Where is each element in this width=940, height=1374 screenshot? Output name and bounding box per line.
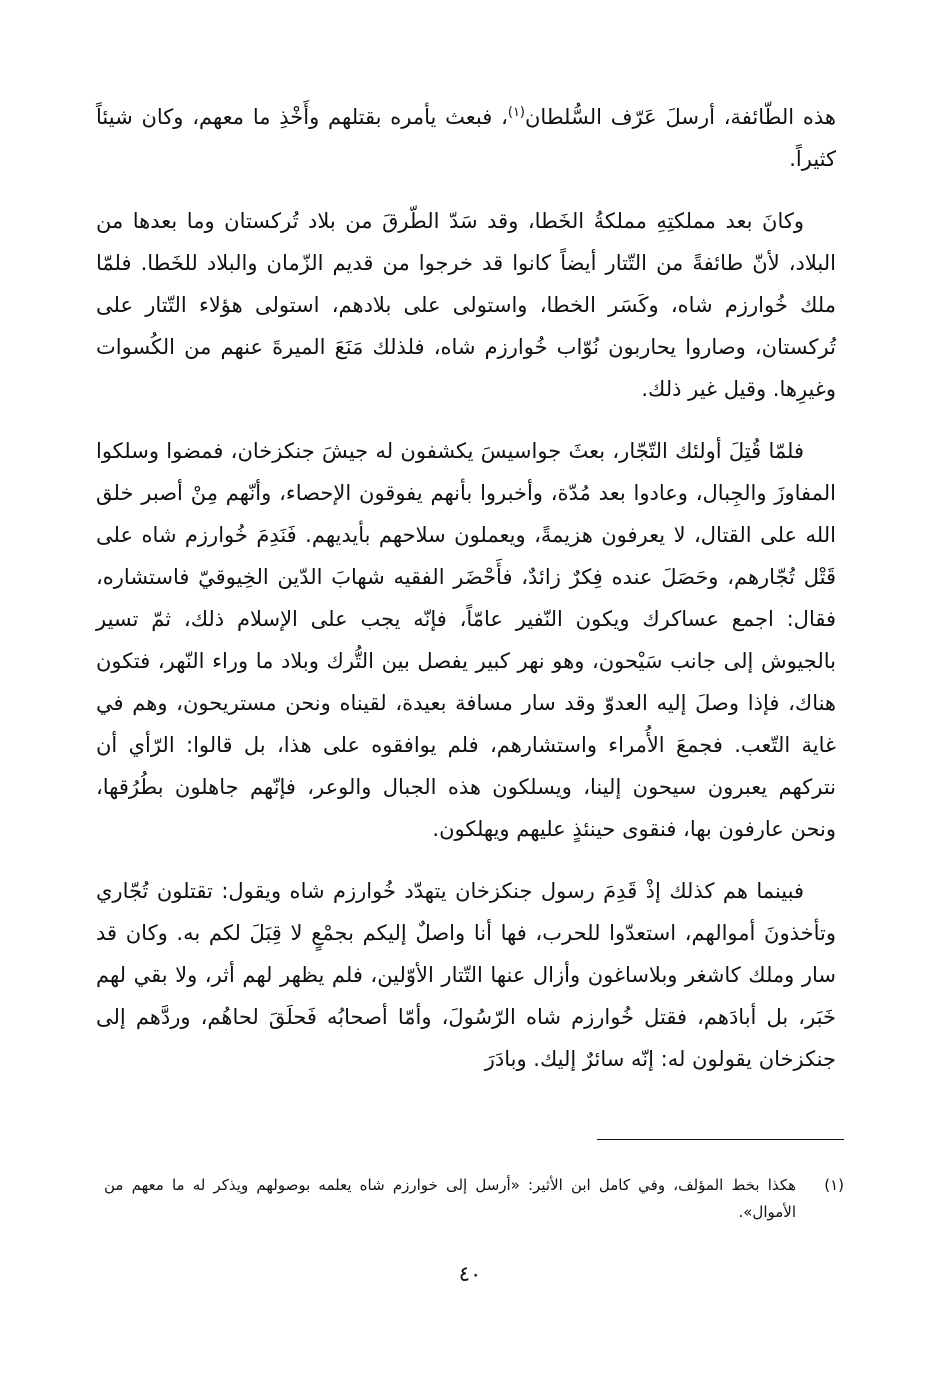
paragraph-1-text-end: ، فبعث يأمره بقتلهم وأَخْذِ ما معهم، وكان شيئاً كثيراً.: [96, 105, 836, 171]
footnote-separator: [597, 1139, 844, 1140]
paragraph-3: فلمّا قُتِلَ أولئك التّجّار، بعثَ جواسيسَ يكشفون له جيشَ جنكزخان، فمضوا وسلكوا المفاوزَ والجِبال، وعادوا بعد مُدّة، وأخبروا بأنهم يفوقون الإحصاء، وأنّهم مِنْ أصبر خلق الله على القتال، لا يعرفون هزيمةً، ويعملون سلاحهم بأيديهم. فَنَدِمَ خُوارزم شاه على قَتْل تُجّارهم، وحَصَلَ عنده فِكرٌ زائدٌ، فأَحْضَر الفقيه شهابَ الدّين الخِيوقيّ فاستشاره، فقال: اجمع عساكرك ويكون النّفير عامّاً، فإنّه يجب على الإسلام ذلك، ثمّ تسير بالجيوش إلى جانب سَيْحون، وهو نهر كبير يفصل بين التُّرك وبلاد ما وراء النّهر، فتكون هناك، فإذا وصلَ إليه العدوّ وقد سار مسافة بعيدة، لقيناه ونحن مستريحون، وهم في غاية التّعب. فجمعَ الأُمراء واستشارهم، فلم يوافقوه على هذا، بل قالوا: الرّأي أن نتركهم يعبرون سيحون إلينا، ويسلكون هذه الجبال والوعر، فإنّهم جاهلون بطُرُقها، ونحن عارفون بها، فنقوى حينئذٍ عليهم ويهلكون.: [96, 439, 836, 841]
footnote-reference[interactable]: (١): [507, 105, 525, 120]
paragraph-1: [96, 96, 836, 180]
footnote: [104, 1172, 844, 1226]
page-body: [96, 96, 836, 1080]
footnote-number: (١): [824, 1176, 844, 1194]
footnote-text: هكذا بخط المؤلف، وفي كامل ابن الأثير: «أرسل إلى خوارزم شاه يعلمه بوصولهم ويذكر له ما معهم من الأموال».: [104, 1176, 796, 1221]
paragraph-1-text-start: هذه الطّائفة، أرسلَ عَرّف السُّلطان: [525, 105, 836, 129]
paragraph-4: فبينما هم كذلك إذْ قَدِمَ رسول جنكزخان يتهدّد خُوارزم شاه ويقول: تقتلون تُجّاري وتأخذونَ أموالهم، استعدّوا للحرب، فها أنا واصلٌ إليكم بجمْعٍ لا قِبَلَ لكم به. وكان قد سار وملك كاشغر وبلاساغون وأزال عنها التّتار الأوّلين، فلم يظهر لهم أثر، ولا بقي لهم خَبَر، بل أبادَهم، فقتل خُوارزم شاه الرّسُولَ، وأمّا أصحابُه فَحلَقَ لحاهُم، وردَّهم إلى جنكزخان يقولون له: إنّه سائرٌ إليك. وبادَرَ: [96, 879, 836, 1071]
page-number: ٤٠: [458, 1262, 482, 1286]
paragraph-2: وكانَ بعد مملكتِهِ مملكةُ الخَطا، وقد سَدّ الطّرقَ من بلاد تُركستان وما بعدها من البلاد، لأنّ طائفةً من التّتار أيضاً كانوا قد خرجوا من قديم الزّمان والبلاد للخَطا. فلمّا ملك خُوارزم شاه، وكَسَر الخطا، واستولى على بلادهم، استولى هؤلاء التّتار على تُركستان، وصاروا يحاربون نُوّاب خُوارزم شاه، فلذلك مَنَعَ الميرةَ عنهم من الكُسوات وغيرِها. وقيل غير ذلك.: [96, 209, 836, 401]
